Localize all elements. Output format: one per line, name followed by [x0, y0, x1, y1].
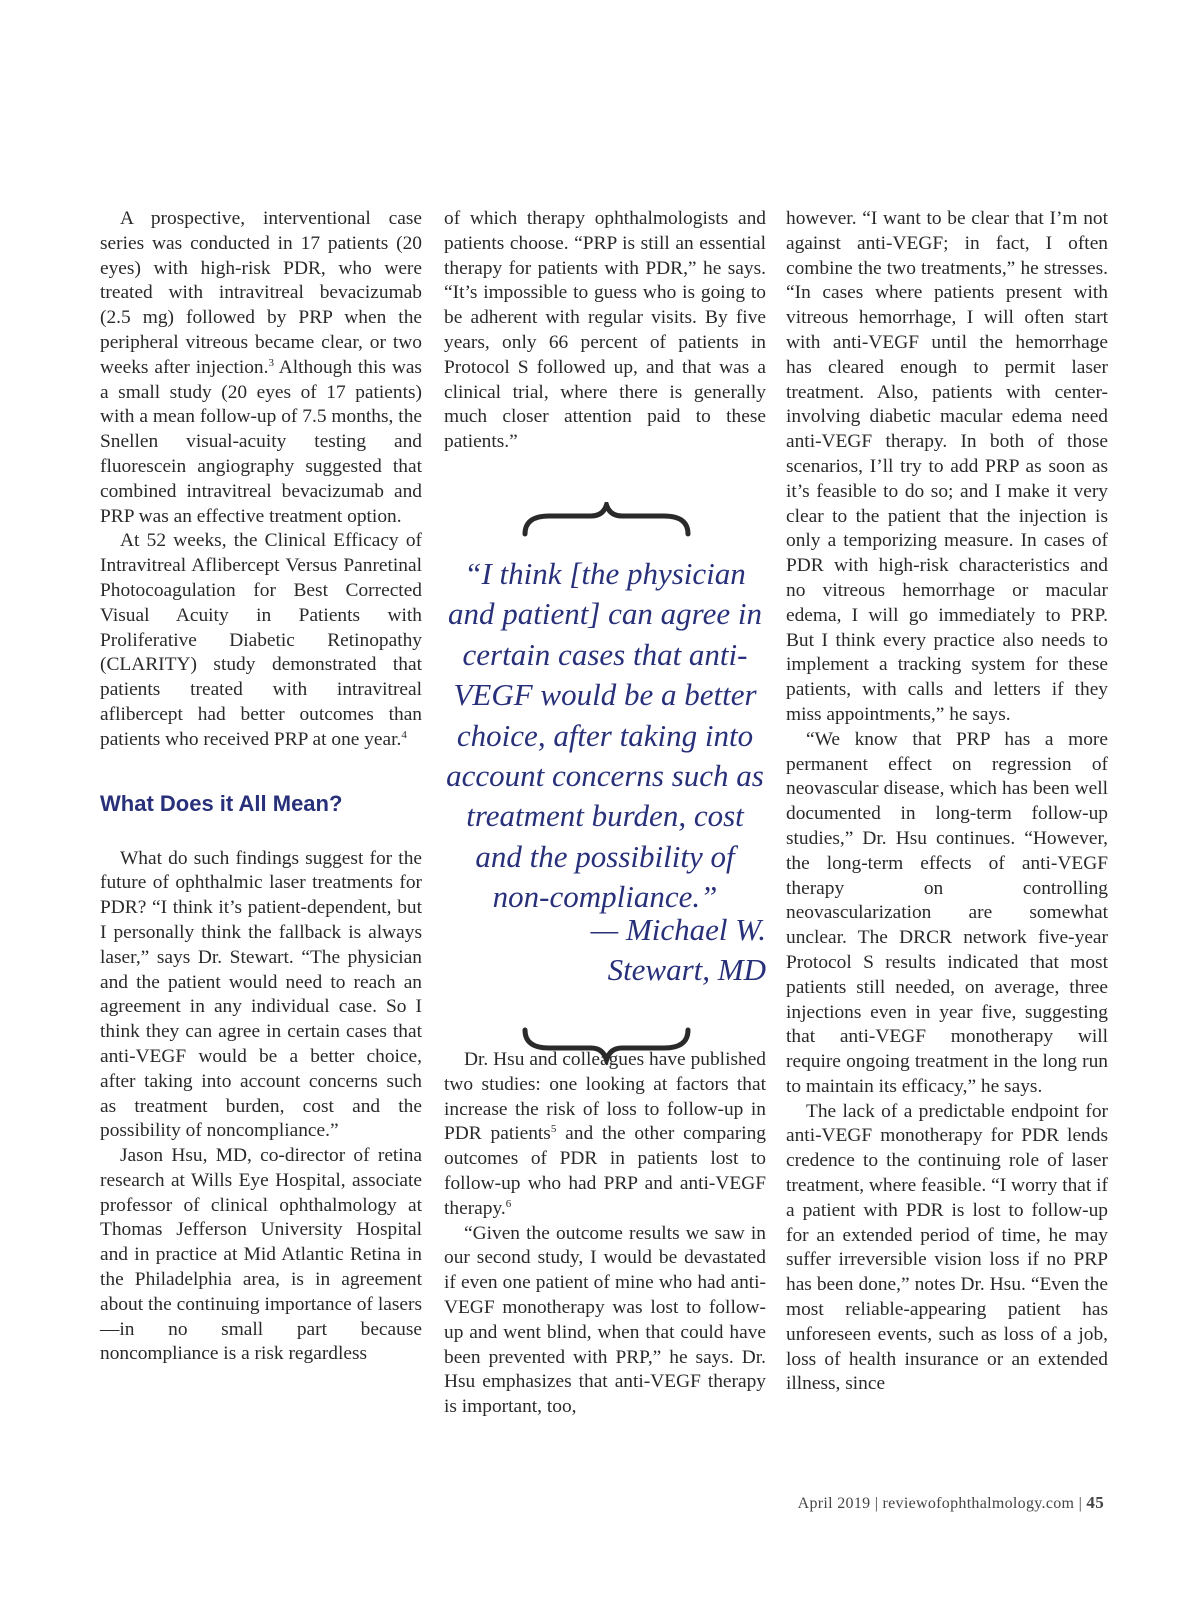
- bottom-brace-icon: [519, 1024, 694, 1064]
- footer-website: reviewofophthalmology.com: [882, 1495, 1075, 1512]
- pull-quote: [444, 502, 766, 1062]
- page-footer: April 2019 | reviewofophthalmology.com | 45: [797, 1493, 1104, 1512]
- footer-issue-date: April 2019: [797, 1495, 871, 1512]
- reference-3: 3: [268, 356, 274, 369]
- paragraph-hsu-studies: Dr. Hsu and colleagues have published two studies: one looking at factors that increase the risk of loss to follow-up in PDR patients$^5$ and the other comparing outcomes of PDR in patients lost to follow-up who had PRP and anti-VEGF therapy.$^6$: [444, 1048, 766, 1219]
- reference-6: 6: [505, 1197, 512, 1210]
- paragraph-prp-permanent-effect: “We know that PRP has a more permanent effect on regression of neovascular disease, which has been well documented in long-term follow-up studies,” Dr. Hsu continues. “However, the long-term effects of anti-VEGF therapy on controlling neovascularization are somewhat unclear. The DRCR network five-year Protocol S results indicated that most patients still needed, on average, three injections even in year five, suggesting that anti-VEGF monotherapy will require ongoing treatment in the long run to maintain its efficacy,” he says.: [786, 728, 1108, 1097]
- paragraph-findings: What do such findings suggest for the future of ophthalmic laser treatments for PDR? “I think it’s patient-dependent, but I personally think the fallback is always laser,” says Dr. Stewart. “The physician and the patient would need to reach an agreement in any individual case. So I think they can agree in certain cases that anti-VEGF would be a better choice, after taking into account concerns such as treatment burden, cost and the possibility of noncompliance.”: [100, 847, 422, 1142]
- top-brace-icon: [519, 502, 694, 542]
- column-1: [100, 207, 422, 1367]
- pull-quote-attribution: — Michael W. Stewart, MD: [590, 912, 766, 988]
- reference-5: 5: [550, 1123, 557, 1136]
- paragraph-predictable-endpoint: The lack of a predictable endpoint for anti-VEGF monotherapy for PDR lends credence to the continuing role of laser treatment, where feasible. “I worry that if a patient with PDR is lost to follow-up for an extended period of time, he may suffer irreversible vision loss if no PRP has been done,” notes Dr. Hsu. “Even the most reliable-appearing patient has unforeseen events, such as loss of a job, loss of health insurance or an extended illness, since: [786, 1100, 1108, 1395]
- paragraph-outcome-results: “Given the outcome results we saw in our second study, I would be devastated if even one patient of mine who had anti-VEGF monotherapy was lost to follow-up and went blind, when that could have been prevented with PRP,” he says. Dr. Hsu emphasizes that anti-VEGF therapy is important, too,: [444, 1222, 766, 1418]
- pull-quote-text: “I think [the physician and patient] can agree in certain cases that anti-VEGF would be a better choice, after taking into account concerns such as treatment burden, cost and the possibility of non-compliance.”: [446, 556, 764, 915]
- paragraph-not-against-anti-vegf: however. “I want to be clear that I’m not against anti-VEGF; in fact, I often combine the two treatments,” he stresses. “In cases where patients present with vitreous hemorrhage, I will often start with anti-VEGF until the hemorrhage has cleared enough to permit laser treatment. Also, patients with center-involving diabetic macular edema need anti-VEGF therapy. In both of those scenarios, I’ll try to add PRP as soon as it’s feasible to do so; and I make it very clear to the patient that the injection is only a temporizing measure. In cases of PDR with high-risk characteristics and no vitreous hemorrhage or macular edema, I will go immediately to PRP. But I think every practice also needs to implement a tracking system for these patients, with calls and letters if they miss appointments,” he says.: [786, 208, 1108, 725]
- section-heading: What Does it All Mean?: [100, 790, 343, 816]
- column-3: [786, 207, 1108, 1397]
- paragraph-therapy-choice: of which therapy ophthalmologists and patients choose. “PRP is still an essential therapy for patients with PDR,” he says. “It’s impossible to guess who is going to be adherent with regular visits. By five years, only 66 percent of patients in Protocol S followed up, and that was a clinical trial, where there is generally much closer attention paid to these patients.”: [444, 208, 766, 453]
- paragraph-jason-hsu: Jason Hsu, MD, co-director of retina research at Wills Eye Hospital, associate professor of clinical ophthalmology at Thomas Jefferson University Hospital and in practice at Mid Atlantic Retina in the Philadelphia area, is in agreement about the continuing importance of lasers—in no small part because noncompliance is a risk regardless: [100, 1145, 422, 1365]
- reference-4: 4: [401, 728, 407, 741]
- paragraph-case-series: A prospective, interventional case series was conducted in 17 patients (20 eyes) with high-risk PDR, who were treated with intravitreal bevacizumab (2.5 mg) followed by PRP when the peripheral vitreous became clear, or two weeks after injection.$^3$ Although this was a small study (20 eyes of 17 patients) with a mean follow-up of 7.5 months, the Snellen visual-acuity testing and fluorescein angiography suggested that combined intravitreal bevacizumab and PRP was an effective treatment option.: [100, 208, 422, 527]
- page-number: 45: [1086, 1493, 1104, 1512]
- paragraph-clarity-study: At 52 weeks, the Clinical Efficacy of Intravitreal Aflibercept Versus Panretinal Photocoagulation for Best Corrected Visual Acuity in Patients with Proliferative Diabetic Retinopathy (CLARITY) study demonstrated that patients treated with intravitreal aflibercept had better outcomes than patients who received PRP at one year.$^4$: [100, 530, 422, 750]
